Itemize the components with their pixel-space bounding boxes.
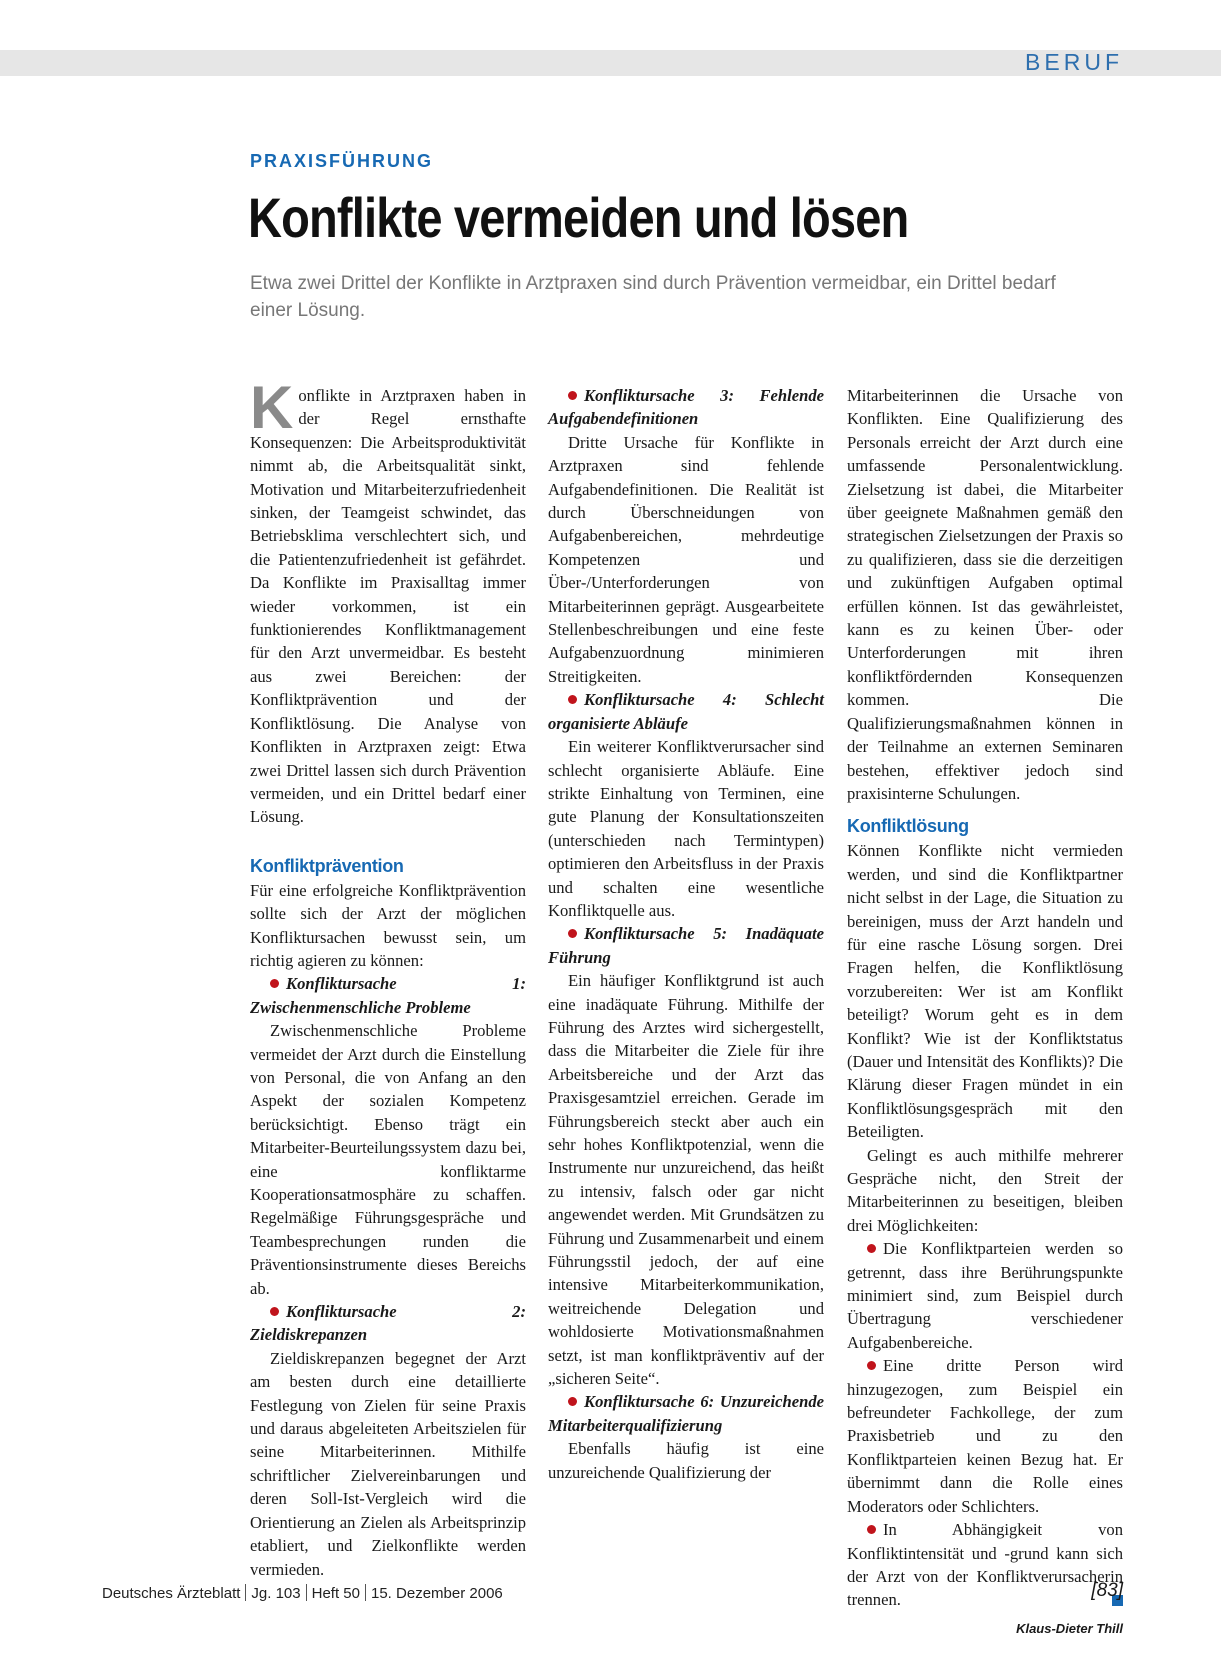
resolution-paragraph-1: Können Konflikte nicht vermieden werden, und sind die Konfliktpartner nicht selbst in der Lage, die Situation zu bereinigen, muss der Arzt handeln und für eine rasche Lösung sorgen. Drei Fragen helfen, die Konfliktlösung vorzubereiten: Wer ist am Konflikt beteiligt? Worum geht es in dem Konflikt? Wie ist der Konfliktstatus (Dauer und Intensität des Konflikts)? Die Klärung dieser Fragen mündet in ein Konfliktlösungsgespräch mit den Beteiligten. [847,841,1123,1142]
cause-1-text: Zwischenmenschliche Probleme vermeidet der Arzt durch die Einstellung von Personal, die von Anfang an den Aspekt der sozialen Kompetenz berücksichtigt. Ebenso trägt ein Mitarbeiter-Beurteilungssystem dazu bei, eine konfliktarme Kooperationsatmosphäre zu schaffen. Regelmäßige Führungsgespräche und Teambesprechungen runden die Präventionsinstrumente dieses Bereichs ab. [250,1021,526,1298]
section-label: BERUF [1025,49,1123,75]
cause-2-text: Zieldiskrepanzen begegnet der Arzt am besten durch eine detaillierte Festlegung von Zielen für seine Praxis und daraus abgeleiteten Arbeitszielen für seine Mitarbeiterinnen. Mithilfe schriftlicher Zielvereinbarungen und deren Soll-Ist-Vergleich wird die Orientierung an Zielen als Arbeitsprinzip etabliert, und Zielkonflikte werden vermieden. [250,1348,526,1579]
cause-2-title [250,1300,526,1347]
bullet-icon [568,1397,577,1406]
cause-6-title [548,1390,824,1437]
author-name: Klaus-Dieter Thill [1016,1620,1123,1636]
cause-3-text: Dritte Ursache für Konflikte in Arztpraxen sind fehlende Aufgabendefinitionen. Die Realität ist durch Überschneidungen von Aufgabenbereichen, mehrdeutige Kompetenzen und Über-/Unterforderungen von Mitarbeiterinnen geprägt. Ausgearbeitete Stellenbeschreibungen und eine feste Aufgabenzuordnung minimieren Streitigkeiten. [548,432,824,686]
cause-5-title [548,922,824,969]
bullet-icon [568,391,577,400]
footer-separator [245,1584,246,1601]
bullet-icon [568,929,577,938]
option-3 [847,1518,1123,1612]
option-1-text: Die Konfliktparteien werden so getrennt, dass ihre Berührungspunkte minimiert sind, zum Beispiel durch Übertragung verschiedener Aufgabenbereiche. [847,1239,1123,1352]
article-subtitle: Etwa zwei Drittel der Konflikte in Arztpraxen sind durch Prävention vermeidbar, ein Drittel bedarf einer Lösung. [250,273,1056,321]
cause-3-title [548,384,824,431]
cause-1-title [250,972,526,1019]
resolution-paragraph-2: Gelingt es auch mithilfe mehrerer Gespräche nicht, den Streit der Mitarbeiterinnen zu beseitigen, bleiben drei Möglichkeiten: [847,1145,1123,1235]
cause-6-text-continued: Mitarbeiterinnen die Ursache von Konflikten. Eine Qualifizierung des Personals erreicht der Arzt durch eine umfassende Personalentwicklung. Zielsetzung ist dabei, die Mitarbeiter über geeignete Maßnahmen gemäß den strategischen Zielsetzungen der Praxis so zu qualifizieren, dass sie die derzeitigen und zukünftigen Aufgaben optimal erfüllen können. Ist das gewährleistet, kann es zu keinen Über- oder Unterforderungen mit ihren konfliktfördernden Konsequenzen kommen. Die Qualifizierungsmaßnahmen können in der Teilnahme an externen Seminaren bestehen, effektiver jedoch sind praxisinterne Schulungen. [847,386,1123,803]
cause-3-title-text: Konfliktursache 3: Fehlende Aufgabendefinitionen [548,386,824,429]
footer-issue: Heft 50 [311,1585,360,1602]
footer-journal: Deutsches Ärzteblatt [102,1585,241,1602]
option-3-text: In Abhängigkeit von Konfliktintensität und -grund kann sich der Arzt von der Konfliktverursacherin trennen. [847,1520,1123,1610]
cause-1-title-text: Konfliktursache 1: Zwischenmenschliche Probleme [250,974,526,1017]
cause-4-text: Ein weiterer Konfliktverursacher sind schlecht organisierte Abläufe. Eine strikte Einhaltung von Terminen, eine gute Planung der Konsultationszeiten (unterschieden nach Termintypen) optimieren den Arbeitsfluss in der Praxis und schalten eine wesentliche Konfliktquelle aus. [548,737,824,920]
page-number: [83] [1091,1580,1123,1601]
heading-resolution: Konfliktlösung [847,816,969,837]
option-2 [847,1354,1123,1518]
footer-date: 15. Dezember 2006 [371,1585,503,1602]
bullet-icon [867,1525,876,1534]
option-1 [847,1237,1123,1354]
intro-paragraph [250,374,526,829]
cause-5-title-text: Konfliktursache 5: Inadäquate Führung [548,924,824,967]
cause-4-title-text: Konfliktursache 4: Schlecht organisierte Abläufe [548,690,824,733]
cause-2-title-text: Konfliktursache 2: Zieldiskrepanzen [250,1302,526,1345]
cause-5-text: Ein häufiger Konfliktgrund ist auch eine inadäquate Führung. Mithilfe der Führung des Arztes wird sichergestellt, dass die Mitarbeiter die Ziele für ihre Arbeitsbereiche und der Arzt das Praxisgesamtziel erreichen. Gerade im Führungsbereich steckt aber auch ein sehr hohes Konfliktpotenzial, wenn die Instrumente nur unzureichend, das heißt zu intensiv, falsch oder gar nicht angewendet werden. Mit Grundsätzen zu Führung und Zusammenarbeit und einem Führungsstil jedoch, der auf eine intensive Mitarbeiterkommunikation, weitreichende Delegation und wohldosierte Motivationsmaßnahmen setzt, ist man konfliktpräventiv auf der „sicheren Seite“. [548,971,824,1389]
heading-prevention: Konfliktprävention [250,855,404,876]
footer-volume: Jg. 103 [251,1585,301,1602]
bullet-icon [270,1307,279,1316]
bullet-icon [568,695,577,704]
intro-text: onflikte in Arztpraxen haben in der Regel ernsthafte Konsequenzen: Die Arbeitsproduktivität nimmt ab, die Arbeitsqualität sinkt, Motivation und Mitarbeiterzufriedenheit sinken, der Teamgeist schwindet, das Betriebsklima verschlechtert sich, und die Patientenzufriedenheit ist gefährdet. Da Konflikte im Praxisalltag immer wieder vorkommen, ist ein funktionierendes Konfliktmanagement für den Arzt unvermeidbar. Es besteht aus zwei Bereichen: der Konfliktprävention und der Konfliktlösung. Die Analyse von Konflikten in Arztpraxen zeigt: Etwa zwei Drittel lassen sich durch Prävention vermeiden, und ein Drittel bedarf einer Lösung. [250,386,526,827]
text-column-1 [250,374,526,1581]
cause-6-title-text: Konfliktursache 6: Unzureichende Mitarbeiterqualifizierung [548,1392,824,1435]
footer-citation [102,1584,503,1602]
article-kicker: PRAXISFÜHRUNG [250,151,434,171]
cause-4-title [548,688,824,735]
prevention-intro: Für eine erfolgreiche Konfliktprävention sollte sich der Arzt der möglichen Konfliktursachen bewusst sein, um richtig agieren zu können: [250,880,526,970]
bullet-icon [867,1244,876,1253]
bullet-icon [867,1361,876,1370]
drop-cap: K [250,374,294,441]
option-2-text: Eine dritte Person wird hinzugezogen, zum Beispiel ein befreundeter Fachkollege, der zum Praxisbetrieb und zu den Konfliktparteien keinen Bezug hat. Er übernimmt dann die Rolle eines Moderators oder Schlichters. [847,1356,1123,1516]
text-column-3 [847,384,1123,1644]
cause-6-text: Ebenfalls häufig ist eine unzureichende Qualifizierung der [548,1439,824,1482]
text-column-2 [548,384,824,1484]
footer-separator [365,1584,366,1601]
footer-separator [306,1584,307,1601]
article-title: Konflikte vermeiden und lösen [248,186,909,249]
bullet-icon [270,979,279,988]
